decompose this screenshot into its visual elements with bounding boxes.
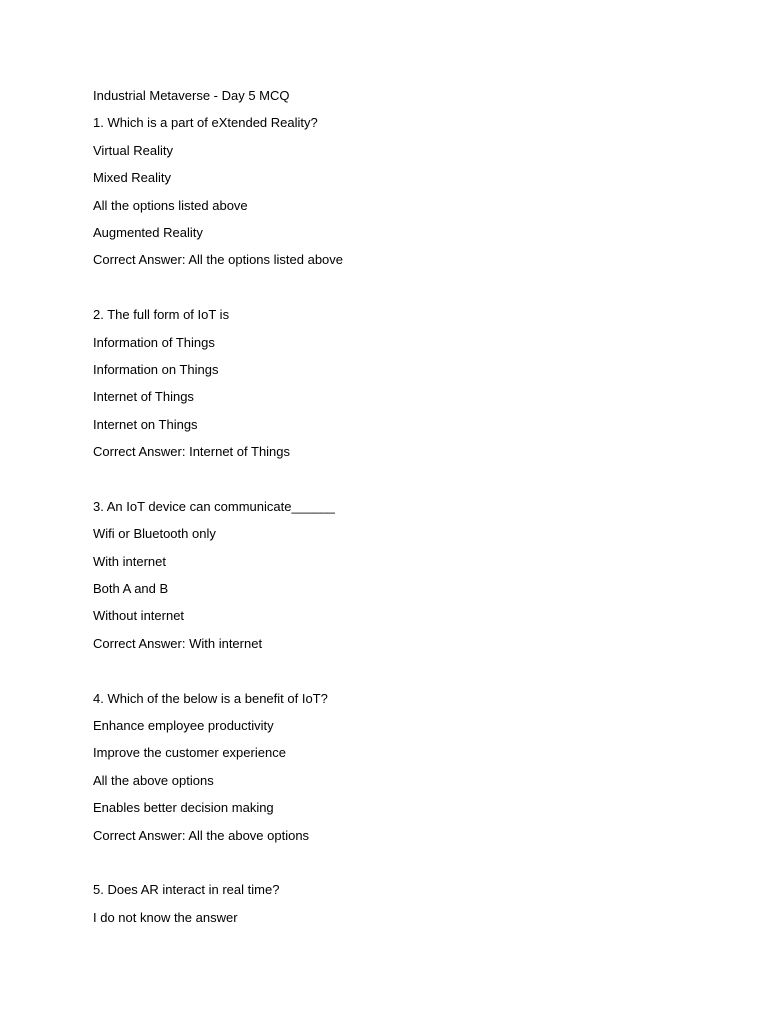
- option-item: All the above options: [93, 772, 214, 788]
- option-item: Enhance employee productivity: [93, 717, 274, 733]
- document-title: Industrial Metaverse - Day 5 MCQ: [93, 88, 290, 103]
- option-item: Both A and B: [93, 581, 169, 597]
- option-item: Augmented Reality: [93, 224, 203, 240]
- spacer: [93, 278, 733, 305]
- question-text: 3. An IoT device can communicate______: [93, 498, 335, 514]
- option-item: All the options listed above: [93, 197, 248, 213]
- option-item: Virtual Reality: [93, 142, 173, 158]
- question-block-2: [93, 305, 733, 469]
- correct-answer: Correct Answer: All the above options: [93, 827, 310, 843]
- option-item: Enables better decision making: [93, 800, 274, 816]
- option-item: With internet: [93, 553, 166, 569]
- correct-answer: Correct Answer: All the options listed above: [93, 252, 344, 268]
- question-text: 1. Which is a part of eXtended Reality?: [93, 115, 318, 131]
- option-item: I do not know the answer: [93, 909, 238, 925]
- option-item: Wifi or Bluetooth only: [93, 526, 216, 542]
- question-block-5: [93, 880, 733, 935]
- spacer: [93, 469, 733, 496]
- option-item: Information of Things: [93, 334, 215, 350]
- correct-answer: Correct Answer: Internet of Things: [93, 444, 291, 460]
- option-item: Information on Things: [93, 361, 219, 377]
- question-text: 5. Does AR interact in real time?: [93, 882, 280, 898]
- question-block-1: [93, 113, 733, 277]
- option-item: Mixed Reality: [93, 170, 172, 186]
- question-text: 4. Which of the below is a benefit of IoT?: [93, 690, 328, 706]
- spacer: [93, 661, 733, 688]
- correct-answer: Correct Answer: With internet: [93, 635, 263, 651]
- document-content: [93, 86, 733, 935]
- question-block-4: [93, 689, 733, 853]
- option-item: Without internet: [93, 608, 185, 624]
- question-text: 2. The full form of IoT is: [93, 307, 230, 323]
- spacer: [93, 853, 733, 880]
- option-item: Internet of Things: [93, 389, 194, 405]
- option-item: Internet on Things: [93, 416, 198, 432]
- option-item: Improve the customer experience: [93, 745, 286, 761]
- question-block-3: [93, 497, 733, 661]
